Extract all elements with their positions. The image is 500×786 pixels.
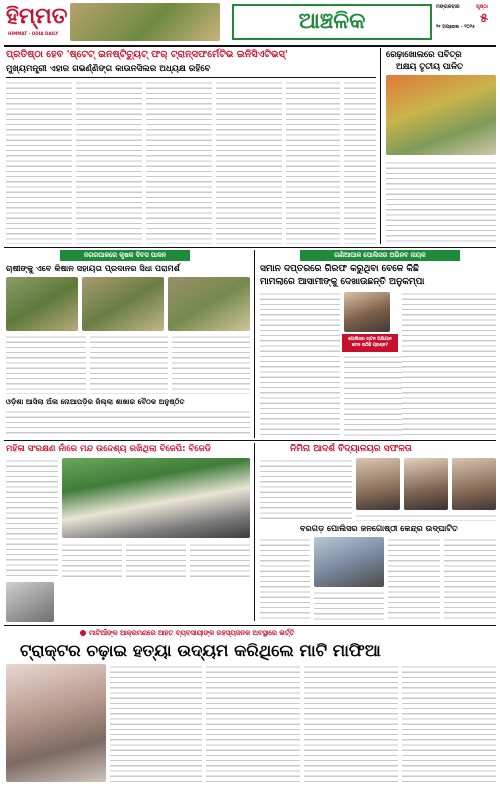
bottom-body-4: [402, 664, 496, 782]
police-body-3: [402, 291, 496, 437]
col-divider: [254, 250, 255, 438]
bargarh-photo: [314, 537, 384, 587]
police-headline: ସମାନ ଦପ୍ତରରେ ଗିରଫ କରୁଥିବା ବେଳେ କିଛି: [260, 264, 419, 274]
krushak-body-1: [6, 334, 86, 394]
section-title: ଆଞ୍ଚଳିକ: [232, 4, 432, 40]
lead-column-3: [146, 80, 212, 244]
vidyalaya-photo-3: [452, 458, 496, 510]
odisha-headline: ଓଡ଼ିଶା ଆସିଲା ଅଁଳା ନୋଆପଡ଼ିର ଜିଲ୍ଲା ଶାଖାର ବୈଠକ ଅନୁଷ୍ଠିତ: [6, 397, 185, 406]
bottom-photo: [6, 664, 106, 782]
bjd-body-4: [190, 542, 250, 578]
krushak-photo-1: [6, 277, 78, 331]
lead-subhead-rule: [6, 77, 376, 78]
side-divider: [380, 48, 381, 244]
lead-column-4: [216, 80, 282, 244]
bjd-photo: [62, 458, 250, 538]
weekday: ମଙ୍ଗଳବାର: [436, 4, 460, 10]
date-box: [436, 4, 494, 40]
logo-text: ହିମ୍ମତ: [6, 3, 68, 29]
bargarh-body-2: [388, 537, 440, 621]
police-banner: ଗଣିଆପାଳ ପୋଲିସର ଅଭିନବ ନାୟକ: [300, 250, 460, 261]
bjd-inset-photo: [6, 582, 54, 622]
bottom-kicker: [80, 628, 420, 639]
lead-subhead: ମୁଖ୍ୟମନ୍ତ୍ରୀ ଏହାର ଗଭର୍ଣ୍ଣିଙ୍ଗ କାଉନସିଲର ଅଧ୍ୟକ୍ଷ ରହିବେ: [6, 64, 211, 74]
vidyalaya-headline: ନିମିନା ଆଦର୍ଶ ବିଦ୍ୟାଳୟର ସଫଳତା: [290, 444, 412, 454]
police-caption: ପୋଲିସର ଚାଟନ ଅଭିଯାନ ଚେନ ଉଠିଛି ପ୍ରଶ୍ନ?: [342, 334, 398, 352]
col-divider-2: [254, 443, 255, 621]
krushak-banner: ନଗରପାଳରେ କୃଷକ ଦିବସ ପାଳନ: [60, 250, 190, 261]
lead-headline: ପ୍ରତିଷ୍ଠା ହେବ 'ଷ୍ଟେଟ୍ ଇନଷ୍ଟିଚ୍ୟୁଟ୍ ଫର୍ ଟ୍ରାନ୍ସଫର୍ମେଟିଭ ଇନିସିଏଟିଭସ୍': [6, 49, 288, 60]
krushak-body-2: [90, 334, 168, 394]
page-label: ପୃଷ୍ଠା: [476, 4, 488, 10]
bjd-body-1: [6, 458, 58, 578]
lead-column-5: [286, 80, 340, 244]
krushak-headline: ଚାଷୀଙ୍କୁ ଏବେ କିଷାନ ସହାୟତା ପ୍ରଦାନର ସିଧା ପରାମର୍ଶ: [6, 263, 180, 273]
side-photo: [386, 75, 496, 155]
lead-column-1: [6, 80, 72, 244]
bargarh-body-4: [314, 590, 384, 621]
bargarh-headline: ବରଗଡ଼ ପୋଲିସର ଜନଗୋଷ୍ଠୀ କେନ୍ଦ୍ର ଉଦ୍‌ଘାଟିତ: [300, 523, 458, 533]
vidyalaya-photo-2: [404, 458, 448, 510]
krushak-photo-3: [168, 277, 250, 331]
bottom-kicker-text: ମାଟିଆଁଙ୍କ ଆକ୍ରମଣରେ ଆହତ ବ୍ୟବସାୟୀଙ୍କ ରହସ୍ୟଜନକ ଅବସ୍ଥାରେ ଭର୍ତ୍ତି: [89, 629, 295, 637]
bjd-body-2: [62, 542, 122, 578]
bottom-body-1: [110, 664, 202, 782]
side-headline: ରେଢ଼ାଖୋଲରେ ପବିତ୍ର: [386, 49, 462, 59]
krushak-photo-2: [82, 277, 164, 331]
police-body-1: [260, 291, 340, 437]
masthead: [0, 0, 500, 46]
masthead-photo: [70, 3, 220, 41]
police-photo: [344, 292, 390, 332]
bottom-body-2: [206, 664, 300, 782]
bjd-body-3: [126, 542, 186, 578]
bargarh-body-3: [444, 537, 496, 621]
side-headline-2: ଅକ୍ଷୟ ତୃତୀୟ ପାଳିତ: [396, 61, 463, 71]
vidyalaya-body-2: [356, 513, 496, 521]
logo-subtitle: HIMMAT · ODIA DAILY: [8, 31, 59, 36]
row-rule-2: [4, 440, 496, 441]
krushak-body-3: [172, 334, 250, 394]
row-rule-1: [4, 247, 496, 248]
bottom-headline: ଟ୍ରାକ୍ଟର ଚଢ଼ାଇ ହତ୍ୟା ଉଦ୍ୟମ କରିଥିଲେ ମାଟି ମାଫିଆ: [20, 641, 381, 660]
bargarh-body-1: [260, 537, 310, 621]
row-rule-3: [4, 625, 496, 626]
issue-date: ୨୧ ଅପ୍ରେଲ - ୨୦୨୫: [436, 25, 475, 30]
vidyalaya-photo-1: [356, 458, 400, 510]
bullet-icon: [80, 630, 86, 636]
bottom-body-3: [304, 664, 398, 782]
bjd-headline: ମହିଳା ସଂରକ୍ଷଣ ନାଁରେ ମନ୍ଦ ଉଦ୍ଦେଶ୍ୟ ରଖିଥିଲା ବିଜେପି: ବିଜେଡି: [6, 444, 212, 454]
lead-column-2: [76, 80, 142, 244]
page-number: ୫: [480, 11, 489, 26]
vidyalaya-body: [260, 458, 352, 520]
lead-column-6: [344, 80, 376, 244]
police-headline-2: ମାମଲାରେ ଆସାମୀଙ୍କୁ ଦେଖାଉଛନ୍ତି ଅନୁକମ୍ପା: [260, 277, 425, 287]
masthead-rule: [4, 45, 496, 47]
side-body: [386, 160, 496, 244]
odisha-body: [6, 409, 250, 437]
